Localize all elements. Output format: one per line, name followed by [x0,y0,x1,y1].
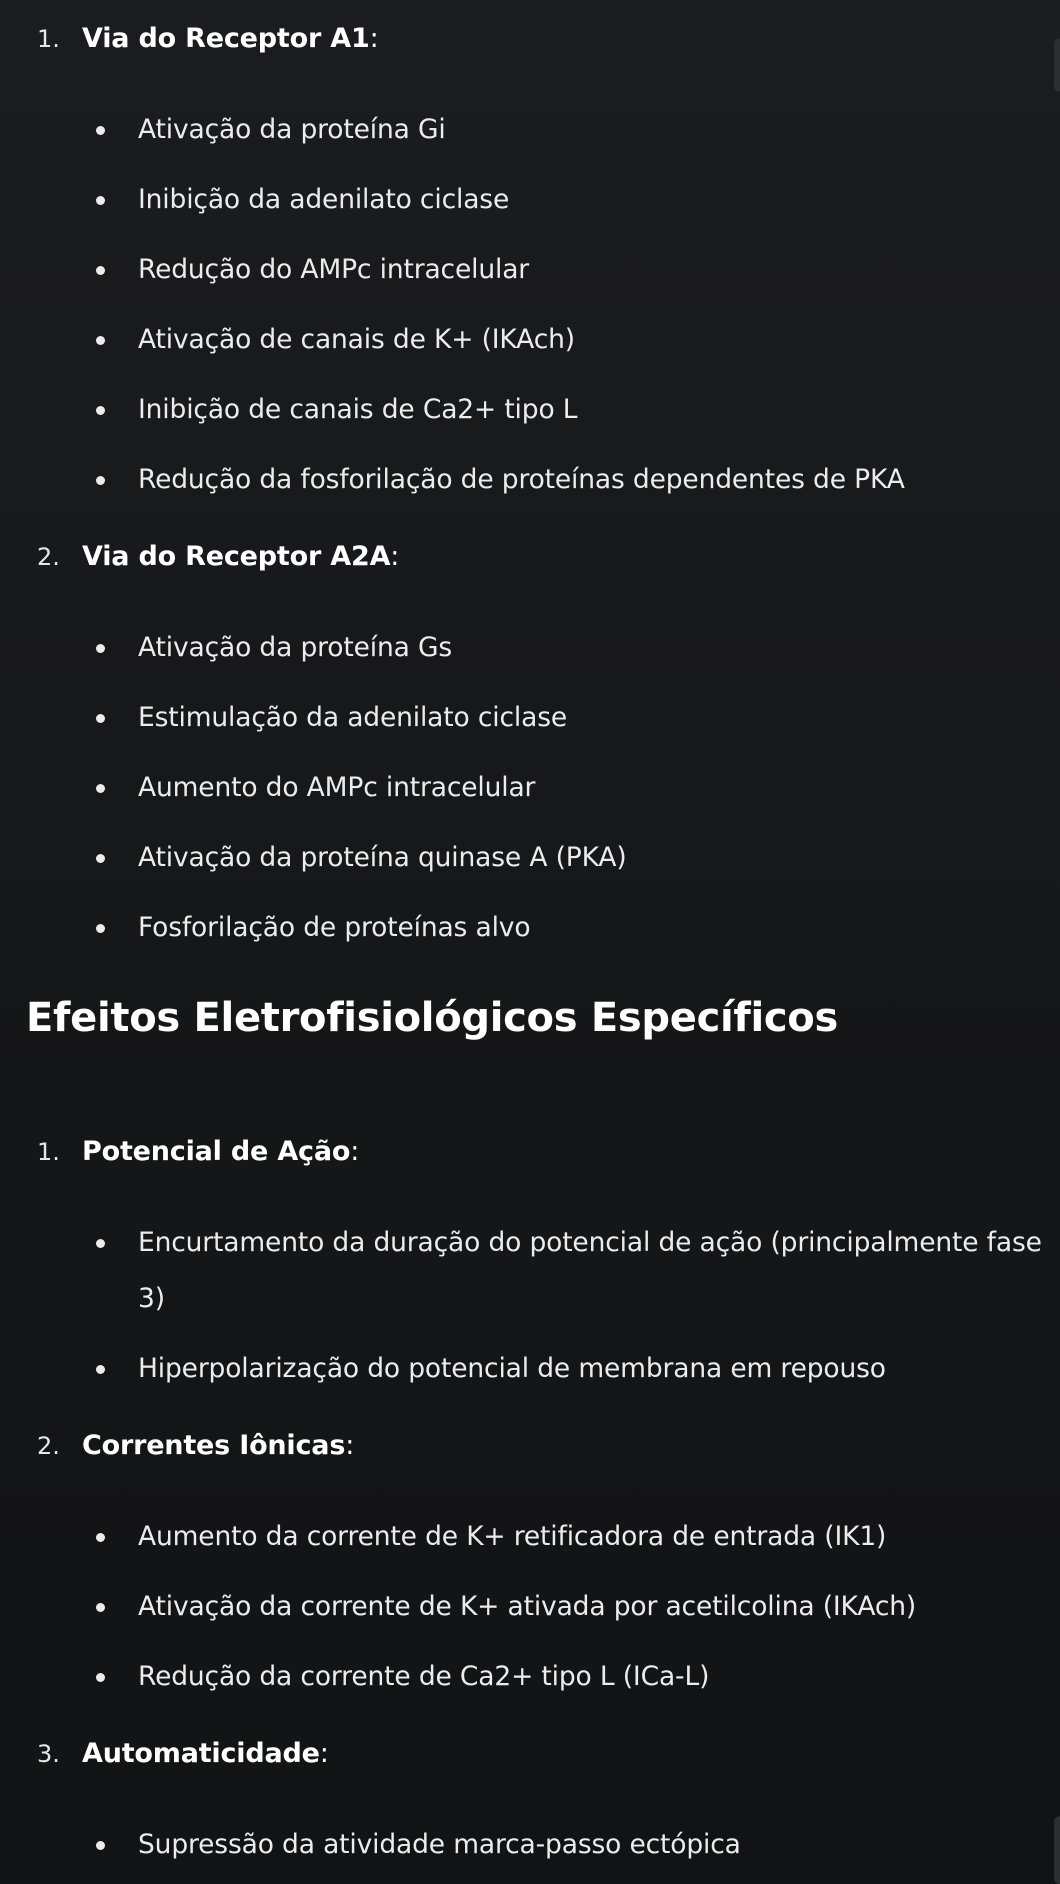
bullet-icon [96,1673,105,1682]
bullet-icon [96,924,105,933]
bullet-icon [96,196,105,205]
list-number: 1. [37,1138,60,1166]
section-heading: Efeitos Eletrofisiológicos Específicos [26,995,838,1041]
bullet-icon [96,1533,105,1542]
list-number: 3. [37,1740,60,1768]
list-item-title: Automaticidade: [82,1738,329,1769]
bullet-icon [96,784,105,793]
bullet-icon [96,266,105,275]
bullet-icon [96,336,105,345]
chat-message-content: 1. Via do Receptor A1: Ativação da proteína Gi Inibição da adenilato ciclase Redução do AMPc intracelular Ativação de canais de K+ (IKAch) Inibição de canais de Ca2+ tipo L Redução da fosforilação de proteínas dependentes de PKA 2. Via do Receptor A2A: Ativação da proteína Gs Estimulação da adenilato ciclase Aumento do AMPc intracelular Ativação da proteína quinase A (PKA) Fosforilação de proteínas alvo Efeitos Eletrofisiológicos Específicos 1. Potencial de Ação: Encurtamento da duração do potencial de ação (principalmente fase 3) Hiperpolarização do potencial de membrana em repouso 2. Correntes Iônicas: Aumento da corrente de K+ retificadora de entrada (IK1) Ativação da corrente de K+ ativada por acetilcolina (IKAch) Redução da corrente de Ca2+ tipo L (ICa-L) 3. Automaticidade: Supressão da atividade marca-passo ectópica [0,0,1060,1884]
list-item-title: Correntes Iônicas: [82,1430,355,1461]
bullet-icon [96,1603,105,1612]
bullet-icon [96,406,105,415]
list-number: 2. [37,543,60,571]
bullet-icon [96,644,105,653]
scrollbar-handle[interactable] [1054,1816,1060,1884]
bullet-icon [96,1841,105,1850]
list-number: 1. [37,25,60,53]
bullet-item: Supressão da atividade marca-passo ectópica [0,1817,1060,1859]
list-item-title: Potencial de Ação: [82,1136,360,1167]
scrollbar-handle[interactable] [1054,38,1060,92]
bullet-icon [96,854,105,863]
bullet-icon [96,126,105,135]
list-item-title: Via do Receptor A2A: [82,541,400,572]
bullet-icon [96,1239,105,1248]
bullet-icon [96,476,105,485]
bullet-icon [96,714,105,723]
bullet-icon [96,1365,105,1374]
list-item-title: Via do Receptor A1: [82,23,379,54]
list-number: 2. [37,1432,60,1460]
